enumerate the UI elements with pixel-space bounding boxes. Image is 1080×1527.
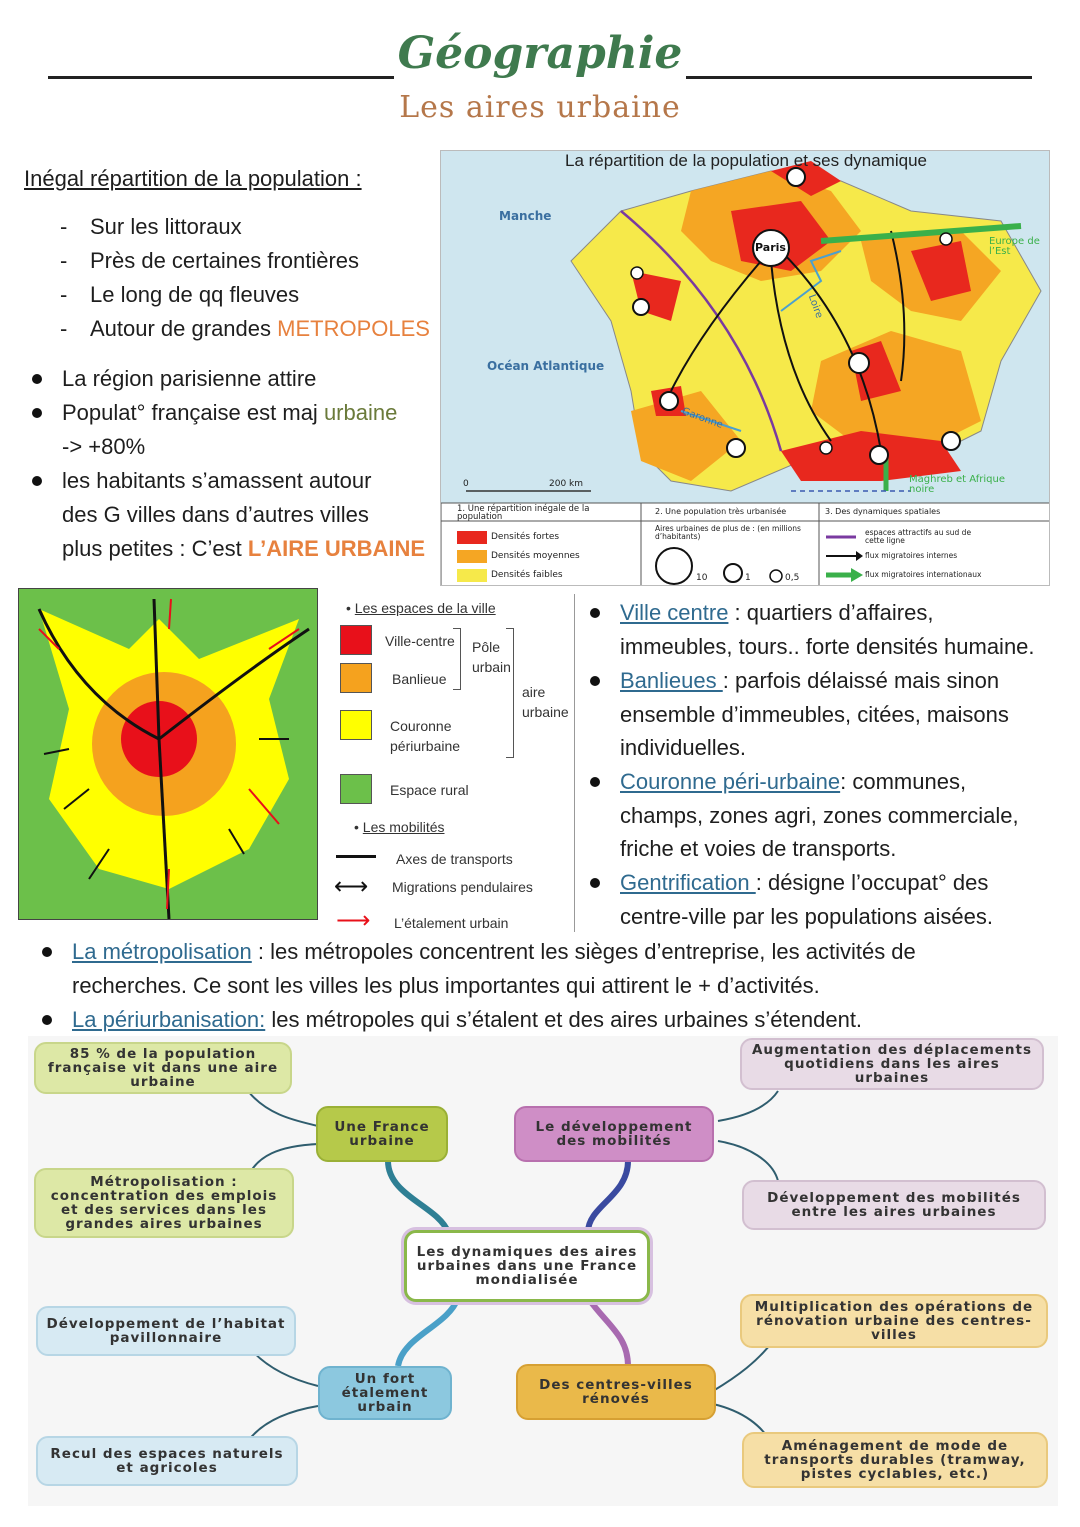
sprawl-arrow — [169, 599, 171, 629]
mindmap — [28, 1036, 1058, 1506]
france-map — [440, 150, 1050, 586]
definition-continuation: ensemble d’immeubles, citées, maisons — [620, 701, 1009, 727]
swatch-ville-centre — [340, 625, 372, 655]
legend-circle-10 — [656, 548, 692, 584]
label-couronne: Couronne périurbaine — [390, 718, 461, 754]
legend-swatch-yellow — [457, 569, 487, 582]
city-marker — [633, 299, 649, 315]
page-title: Géographie — [397, 28, 683, 79]
legend-spaces-title: • Les espaces de la ville — [346, 600, 496, 616]
definition-continuation: friche et voies de transports. — [620, 836, 897, 861]
legend-attractive: espaces attractifs au sud de cette ligne — [865, 528, 972, 545]
map-label-maghreb: Maghreb et Afrique noire — [909, 474, 1005, 495]
map-scale-zero: 0 — [463, 479, 469, 489]
connector — [713, 1341, 773, 1391]
legend-col3-title: 3. Des dynamiques spatiales — [825, 507, 941, 516]
map-label-loire: Loire — [805, 293, 825, 320]
process-item: La périurbanisation: les métropoles qui s’étalent et des aires urbaines s’étendent. — [34, 1003, 1074, 1037]
column-divider — [574, 594, 575, 932]
legend-internal: flux migratoires internes — [865, 551, 958, 560]
city-marker — [940, 233, 952, 245]
process-item: La métropolisation : les métropoles concentrent les sièges d’entreprise, les activités de — [34, 935, 1074, 969]
metropoles-keyword: METROPOLES — [277, 316, 430, 341]
map-title: La répartition de la population et ses dynamique — [565, 151, 927, 170]
definition-item: Banlieues : parfois délaissé mais sinon — [582, 664, 1072, 698]
bullet-item: Populat° française est maj urbaine — [24, 396, 444, 430]
label-banlieue: Banlieue — [392, 671, 447, 687]
legend-swatch-red — [457, 531, 487, 544]
legend-dens-fortes: Densités fortes — [491, 532, 560, 542]
connector — [718, 1141, 778, 1181]
bullet-continuation: plus petites : C’est L’AIRE URBAINE — [62, 536, 426, 561]
bullet-item: les habitants s’amassent autour — [24, 464, 444, 498]
connector-thick — [398, 1298, 458, 1366]
city-marker — [727, 439, 745, 457]
processes-list — [34, 935, 1074, 1037]
definition-continuation: champs, zones agri, zones commerciale, — [620, 802, 1019, 828]
urbaine-keyword: urbaine — [323, 400, 398, 425]
connector — [718, 1091, 778, 1121]
mindmap-center: Les dynamiques des aires urbaines dans une France mondialisée — [404, 1230, 650, 1302]
swatch-rural — [340, 774, 372, 804]
legend-axis-line — [336, 855, 376, 858]
mindmap-node-renoves: Des centres-villes rénovés — [516, 1364, 716, 1420]
list-item: - Autour de grandes METROPOLES — [56, 312, 436, 346]
title-rule-right — [686, 76, 1032, 79]
mindmap-node-renovation: Multiplication des opérations de rénovation urbaine des centres-villes — [740, 1294, 1048, 1348]
map-label-garonne: Garonne — [680, 406, 725, 431]
connector-thick — [588, 1161, 628, 1232]
pole-bracket — [453, 628, 461, 690]
map-scale-label: 200 km — [549, 479, 584, 489]
urban-scheme-svg — [19, 589, 318, 920]
mindmap-node-transports: Aménagement de mode de transports durables (tramway, pistes cyclables, etc.) — [742, 1432, 1048, 1488]
definition-continuation: immeubles, tours.. forte densités humaine. — [620, 634, 1035, 659]
definition-item: Gentrification : désigne l’occupat° des — [582, 866, 1072, 900]
definitions-list — [582, 596, 1072, 933]
label-migrations: Migrations pendulaires — [392, 879, 533, 895]
list-item: - Le long de qq fleuves — [56, 278, 436, 312]
legend-commute-arrow: ⟷ — [334, 872, 369, 900]
mindmap-node-recul: Recul des espaces naturels et agricoles — [36, 1436, 298, 1486]
legend-dens-moyennes: Densités moyennes — [491, 551, 580, 561]
legend-col1-title: 1. Une répartition inégale de la population — [457, 504, 590, 522]
map-label-ocean: Océan Atlantique — [487, 359, 605, 373]
process-continuation: recherches. Ce sont les villes les plus importantes qui attirent le + d’activités. — [72, 973, 820, 998]
label-ville-centre: Ville-centre — [385, 633, 455, 649]
city-marker — [631, 267, 643, 279]
mindmap-node-pop85: 85 % de la population française vit dans une aire urbaine — [34, 1042, 292, 1094]
city-marker — [870, 446, 888, 464]
legend-size-05: 0,5 — [785, 573, 800, 583]
bullet-continuation: des G villes dans d’autres villes — [62, 502, 369, 527]
legend-circle-1 — [724, 564, 742, 582]
label-etalement: L’étalement urbain — [394, 915, 509, 931]
city-marker — [942, 432, 960, 450]
mindmap-node-dev-mobilites: Développement des mobilités entre les aires urbaines — [742, 1180, 1046, 1230]
legend-circle-05 — [770, 570, 782, 582]
city-marker — [849, 353, 869, 373]
legend-sprawl-arrow: ⟶ — [336, 906, 371, 934]
mindmap-node-mobilites: Le développement des mobilités — [514, 1106, 714, 1162]
legend-size-1: 1 — [745, 573, 751, 583]
mindmap-node-metropolisation: Métropolisation : concentration des emplois et des services dans les grandes aires urbaines — [34, 1168, 294, 1238]
legend-col2-title: 2. Une population très urbanisée — [655, 507, 787, 516]
mindmap-node-france-urbaine: Une France urbaine — [316, 1106, 448, 1162]
legend-swatch-orange — [457, 550, 487, 563]
legend-col2-sub: Aires urbaines de plus de : (en millions d’habitants) — [655, 524, 801, 541]
map-label-manche: Manche — [499, 209, 552, 223]
intro-heading: Inégal répartition de la population : — [24, 166, 362, 191]
label-axes: Axes de transports — [396, 851, 513, 867]
definition-continuation: individuelles. — [620, 735, 746, 760]
swatch-banlieue — [340, 663, 372, 693]
legend-mobilities-title: • Les mobilités — [354, 819, 445, 835]
definition-item: Couronne péri-urbaine: communes, — [582, 765, 1072, 799]
legend-size-10: 10 — [696, 573, 708, 583]
definition-continuation: centre-ville par les populations aisées. — [620, 903, 993, 929]
bullet-continuation: -> +80% — [62, 434, 146, 459]
connector-thick — [388, 1161, 448, 1232]
connector-thick — [588, 1298, 628, 1366]
swatch-couronne — [340, 710, 372, 740]
page-subtitle: Les aires urbaine — [399, 90, 681, 125]
city-marker — [820, 442, 832, 454]
city-marker — [660, 392, 678, 410]
list-item: - Sur les littoraux — [56, 210, 436, 244]
label-aire-urbaine: aire urbaine — [522, 684, 569, 720]
intro-dash-list — [56, 210, 436, 346]
definition-item: Ville centre : quartiers d’affaires, — [582, 596, 1072, 630]
label-rural: Espace rural — [390, 782, 469, 798]
map-label-europe: Europe de l’Est — [989, 236, 1040, 257]
legend-dens-faibles: Densités faibles — [491, 570, 563, 580]
urban-scheme — [18, 588, 318, 920]
map-label-paris: Paris — [755, 241, 786, 254]
aire-urbaine-term: L’AIRE URBAINE — [247, 536, 426, 561]
legend-international: flux migratoires internationaux — [865, 570, 982, 579]
bullet-item: La région parisienne attire — [24, 362, 444, 396]
mindmap-node-etalement: Un fort étalement urbain — [318, 1366, 452, 1420]
intro-bullets — [24, 362, 444, 566]
mindmap-node-deplacements: Augmentation des déplacements quotidiens dans les aires urbaines — [740, 1038, 1044, 1090]
label-pole-urbain: Pôle urbain — [472, 639, 511, 675]
aire-bracket — [506, 628, 514, 758]
connector — [248, 1091, 318, 1126]
mindmap-node-pavillonnaire: Développement de l’habitat pavillonnaire — [36, 1306, 296, 1356]
title-rule-left — [48, 76, 394, 79]
list-item: - Près de certaines frontières — [56, 244, 436, 278]
